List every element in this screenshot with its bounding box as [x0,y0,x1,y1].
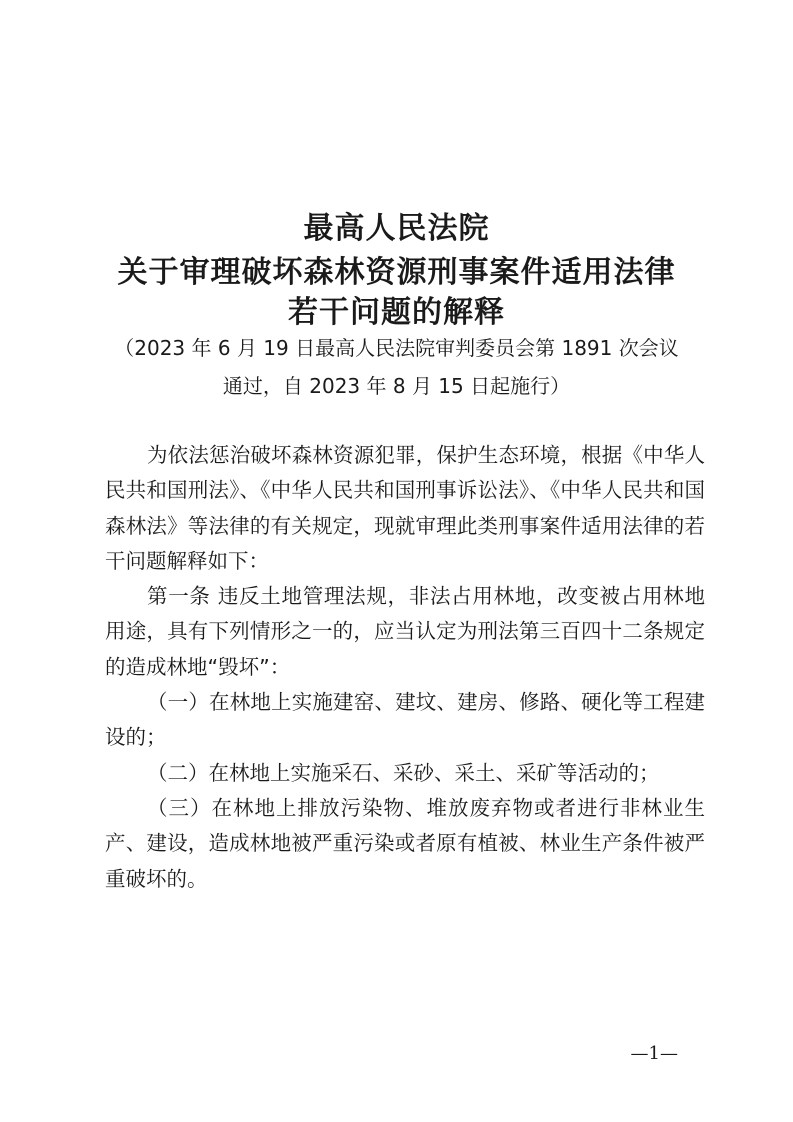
paragraph-item-1: （一）在林地上实施建窑、建坟、建房、修路、硬化等工程建设的； [105,690,705,750]
page-number: —1— [630,1043,678,1064]
document-subtitle-line-1: （2023 年 6 月 19 日最高人民法院审判委员会第 1891 次会议 [114,336,679,360]
document-body [105,438,705,897]
document-title-line-2: 关于审理破坏森林资源刑事案件适用法律 [117,255,676,290]
paragraph-item-3: （三）在林地上排放污染物、堆放废弃物或者进行非林业生产、建设，造成林地被严重污染或者原有植被、林业生产条件被严重破坏的。 [105,795,705,891]
paragraph-item-2: （二）在林地上实施采石、采砂、采土、采矿等活动的； [147,760,660,785]
document-title-line-1: 最高人民法院 [303,211,490,246]
document-title-line-3: 若干问题的解释 [288,295,505,330]
paragraph-preamble: 为依法惩治破坏森林资源犯罪，保护生态环境，根据《中华人民共和国刑法》、《中华人民共和国刑事诉讼法》、《中华人民共和国森林法》等法律的有关规定，现就审理此类刑事案件适用法律的若干问题解释如下： [105,443,705,573]
document-subtitle-line-2: 通过，自 2023 年 8 月 15 日起施行） [222,374,571,398]
paragraph-article-1: 第一条 违反土地管理法规，非法占用林地，改变被占用林地用途，具有下列情形之一的，应当认定为刑法第三百四十二条规定的造成林地“毁坏”： [105,584,705,679]
